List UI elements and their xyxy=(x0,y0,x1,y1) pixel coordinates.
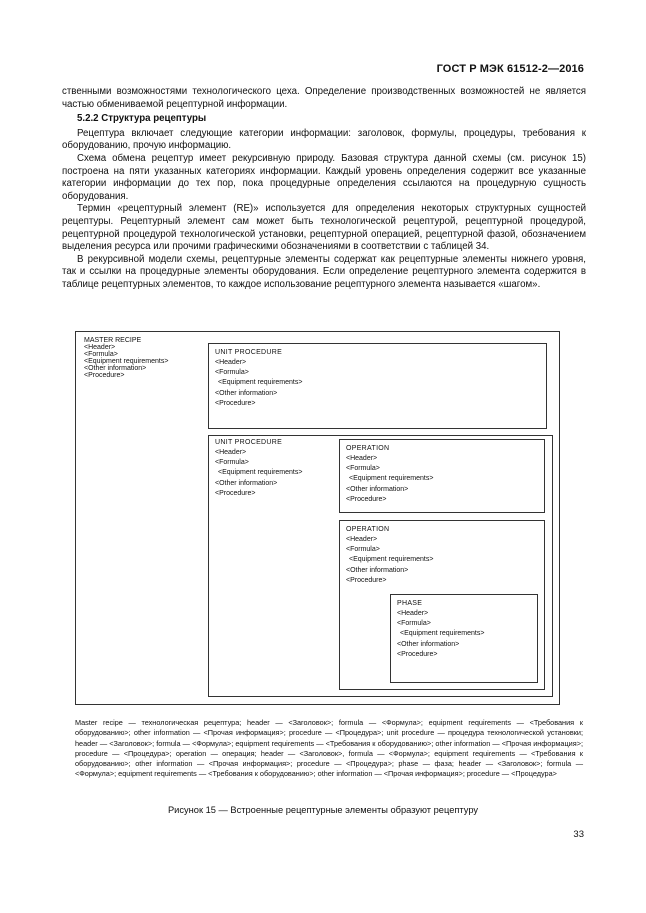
standard-code: ГОСТ Р МЭК 61512-2—2016 xyxy=(436,63,584,75)
paragraph: Рецептура включает следующие категории информации: заголовок, формулы, процедуры, требования к оборудованию, прочую информацию. xyxy=(62,127,586,152)
operation-box-2 xyxy=(339,520,545,690)
unit-procedure-line: <Other information> xyxy=(215,389,278,397)
phase-title: PHASE xyxy=(397,600,423,607)
operation-line: <Procedure> xyxy=(346,495,387,503)
paragraph: Термин «рецептурный элемент (RE)» используется для определения некоторых структурных сущностей рецептуры. Рецептурный элемент сам может быть технологической рецептурой, рецептурной процедурой, рецептурной процедурой технологической установки, рецептурной операцией, рецептурной фазой, обозначением выделения ресурса или прочими графическими обозначениями в соответствии с таблицей 34. xyxy=(62,203,586,253)
operation-title: OPERATION xyxy=(346,526,390,533)
paragraph-intro: ственными возможностями технологического цеха. Определение производственных возможностей не является частью обмениваемой рецептурной информации. xyxy=(62,86,586,110)
figure-caption: Рисунок 15 — Встроенные рецептурные элементы образуют рецептуру xyxy=(167,805,479,815)
operation-line: <Header> xyxy=(346,536,378,543)
figure-legend: Master recipe — технологическая рецептура; header — <Заголовок>; formula — <Формула>; equipment requirements — <Требования к оборудованию>; other information — <Прочая информация>; procedure — <Процедура>; unit procedure — процедура технологической установки; header — <Заголовок>; formula — <Формула>; equipment requirements — <Требования к оборудованию>; other information — <Прочая информация>; procedure — <Процедура>; operation — операция; header — <Заголовок>, formula — <Формула>; equipment requirements — <Требования к оборудованию>; other information — <Прочая информация>; procedure — <Процедура>; phase — фаза; header — <Заголовок>; formula — <Формула>; equipment requirements — <Требования к оборудованию>; other information — <Прочая информация>; procedure — <Процедура> xyxy=(75,718,583,779)
unit-procedure-line: <Header> xyxy=(215,359,247,366)
phase-line: <Formula> xyxy=(397,620,431,628)
operation-line: <Procedure> xyxy=(346,576,387,584)
operation-2-content xyxy=(346,525,433,586)
section-heading: 5.2.2 Структура рецептуры xyxy=(77,113,207,125)
phase-box xyxy=(390,594,538,683)
unit-procedure-line: <Equipment requirements> xyxy=(218,379,303,387)
master-recipe-line: <Header> xyxy=(84,344,116,351)
phase-line: <Procedure> xyxy=(397,650,438,658)
phase-line: <Header> xyxy=(397,610,429,617)
operation-line: <Formula> xyxy=(346,546,380,554)
page-number: 33 xyxy=(573,829,584,840)
unit-procedure-line: <Formula> xyxy=(215,369,249,377)
operation-line: <Other information> xyxy=(346,485,409,493)
paragraph: Схема обмена рецептур имеет рекурсивную природу. Базовая структура данной схемы (см. рисунок 15) построена на пяти указанных категориях информации. Каждый уровень определения содержит все указанные категории информации до тех пор, пока процедурные определения ссылаются на процедурную сущность оборудования. xyxy=(62,152,586,202)
operation-line: <Formula> xyxy=(346,465,380,473)
master-recipe-line: <Formula> xyxy=(84,351,118,358)
unit-procedure-line: <Equipment requirements> xyxy=(218,469,303,477)
unit-procedure-line: <Procedure> xyxy=(215,489,256,497)
operation-box-1 xyxy=(339,439,545,513)
master-recipe-line: <Equipment requirements> xyxy=(84,358,169,365)
operation-line: <Other information> xyxy=(346,566,409,574)
unit-procedure-line: <Procedure> xyxy=(215,399,256,407)
master-recipe-block xyxy=(84,337,168,379)
master-recipe-title: MASTER RECIPE xyxy=(84,337,142,344)
unit-procedure-line: <Formula> xyxy=(215,459,249,467)
phase-line: <Equipment requirements> xyxy=(400,630,485,638)
master-recipe-line: <Other information> xyxy=(84,365,147,372)
unit-procedure-box-2 xyxy=(208,435,553,697)
operation-line: <Equipment requirements> xyxy=(349,556,434,564)
unit-procedure-line: <Header> xyxy=(215,449,247,456)
unit-procedure-title: UNIT PROCEDURE xyxy=(215,439,283,446)
unit-procedure-box-1 xyxy=(208,343,547,429)
phase-line: <Other information> xyxy=(397,640,460,648)
recipe-structure-diagram xyxy=(75,331,560,705)
body-text xyxy=(62,86,586,292)
paragraph: В рекурсивной модели схемы, рецептурные элементы содержат как рецептурные элементы нижнего уровня, так и ссылки на процедурные элементы оборудования. Если определение рецептурного элемента содержится в таблице рецептурных элементов, то каждое использование рецептурного элемента называется «шагом». xyxy=(62,253,586,290)
unit-procedure-line: <Other information> xyxy=(215,479,278,487)
operation-title: OPERATION xyxy=(346,445,390,452)
unit-procedure-title: UNIT PROCEDURE xyxy=(215,349,283,356)
master-recipe-line: <Procedure> xyxy=(84,372,125,379)
operation-line: <Header> xyxy=(346,455,378,462)
operation-line: <Equipment requirements> xyxy=(349,475,434,483)
unit-procedure-2-content xyxy=(215,438,302,499)
